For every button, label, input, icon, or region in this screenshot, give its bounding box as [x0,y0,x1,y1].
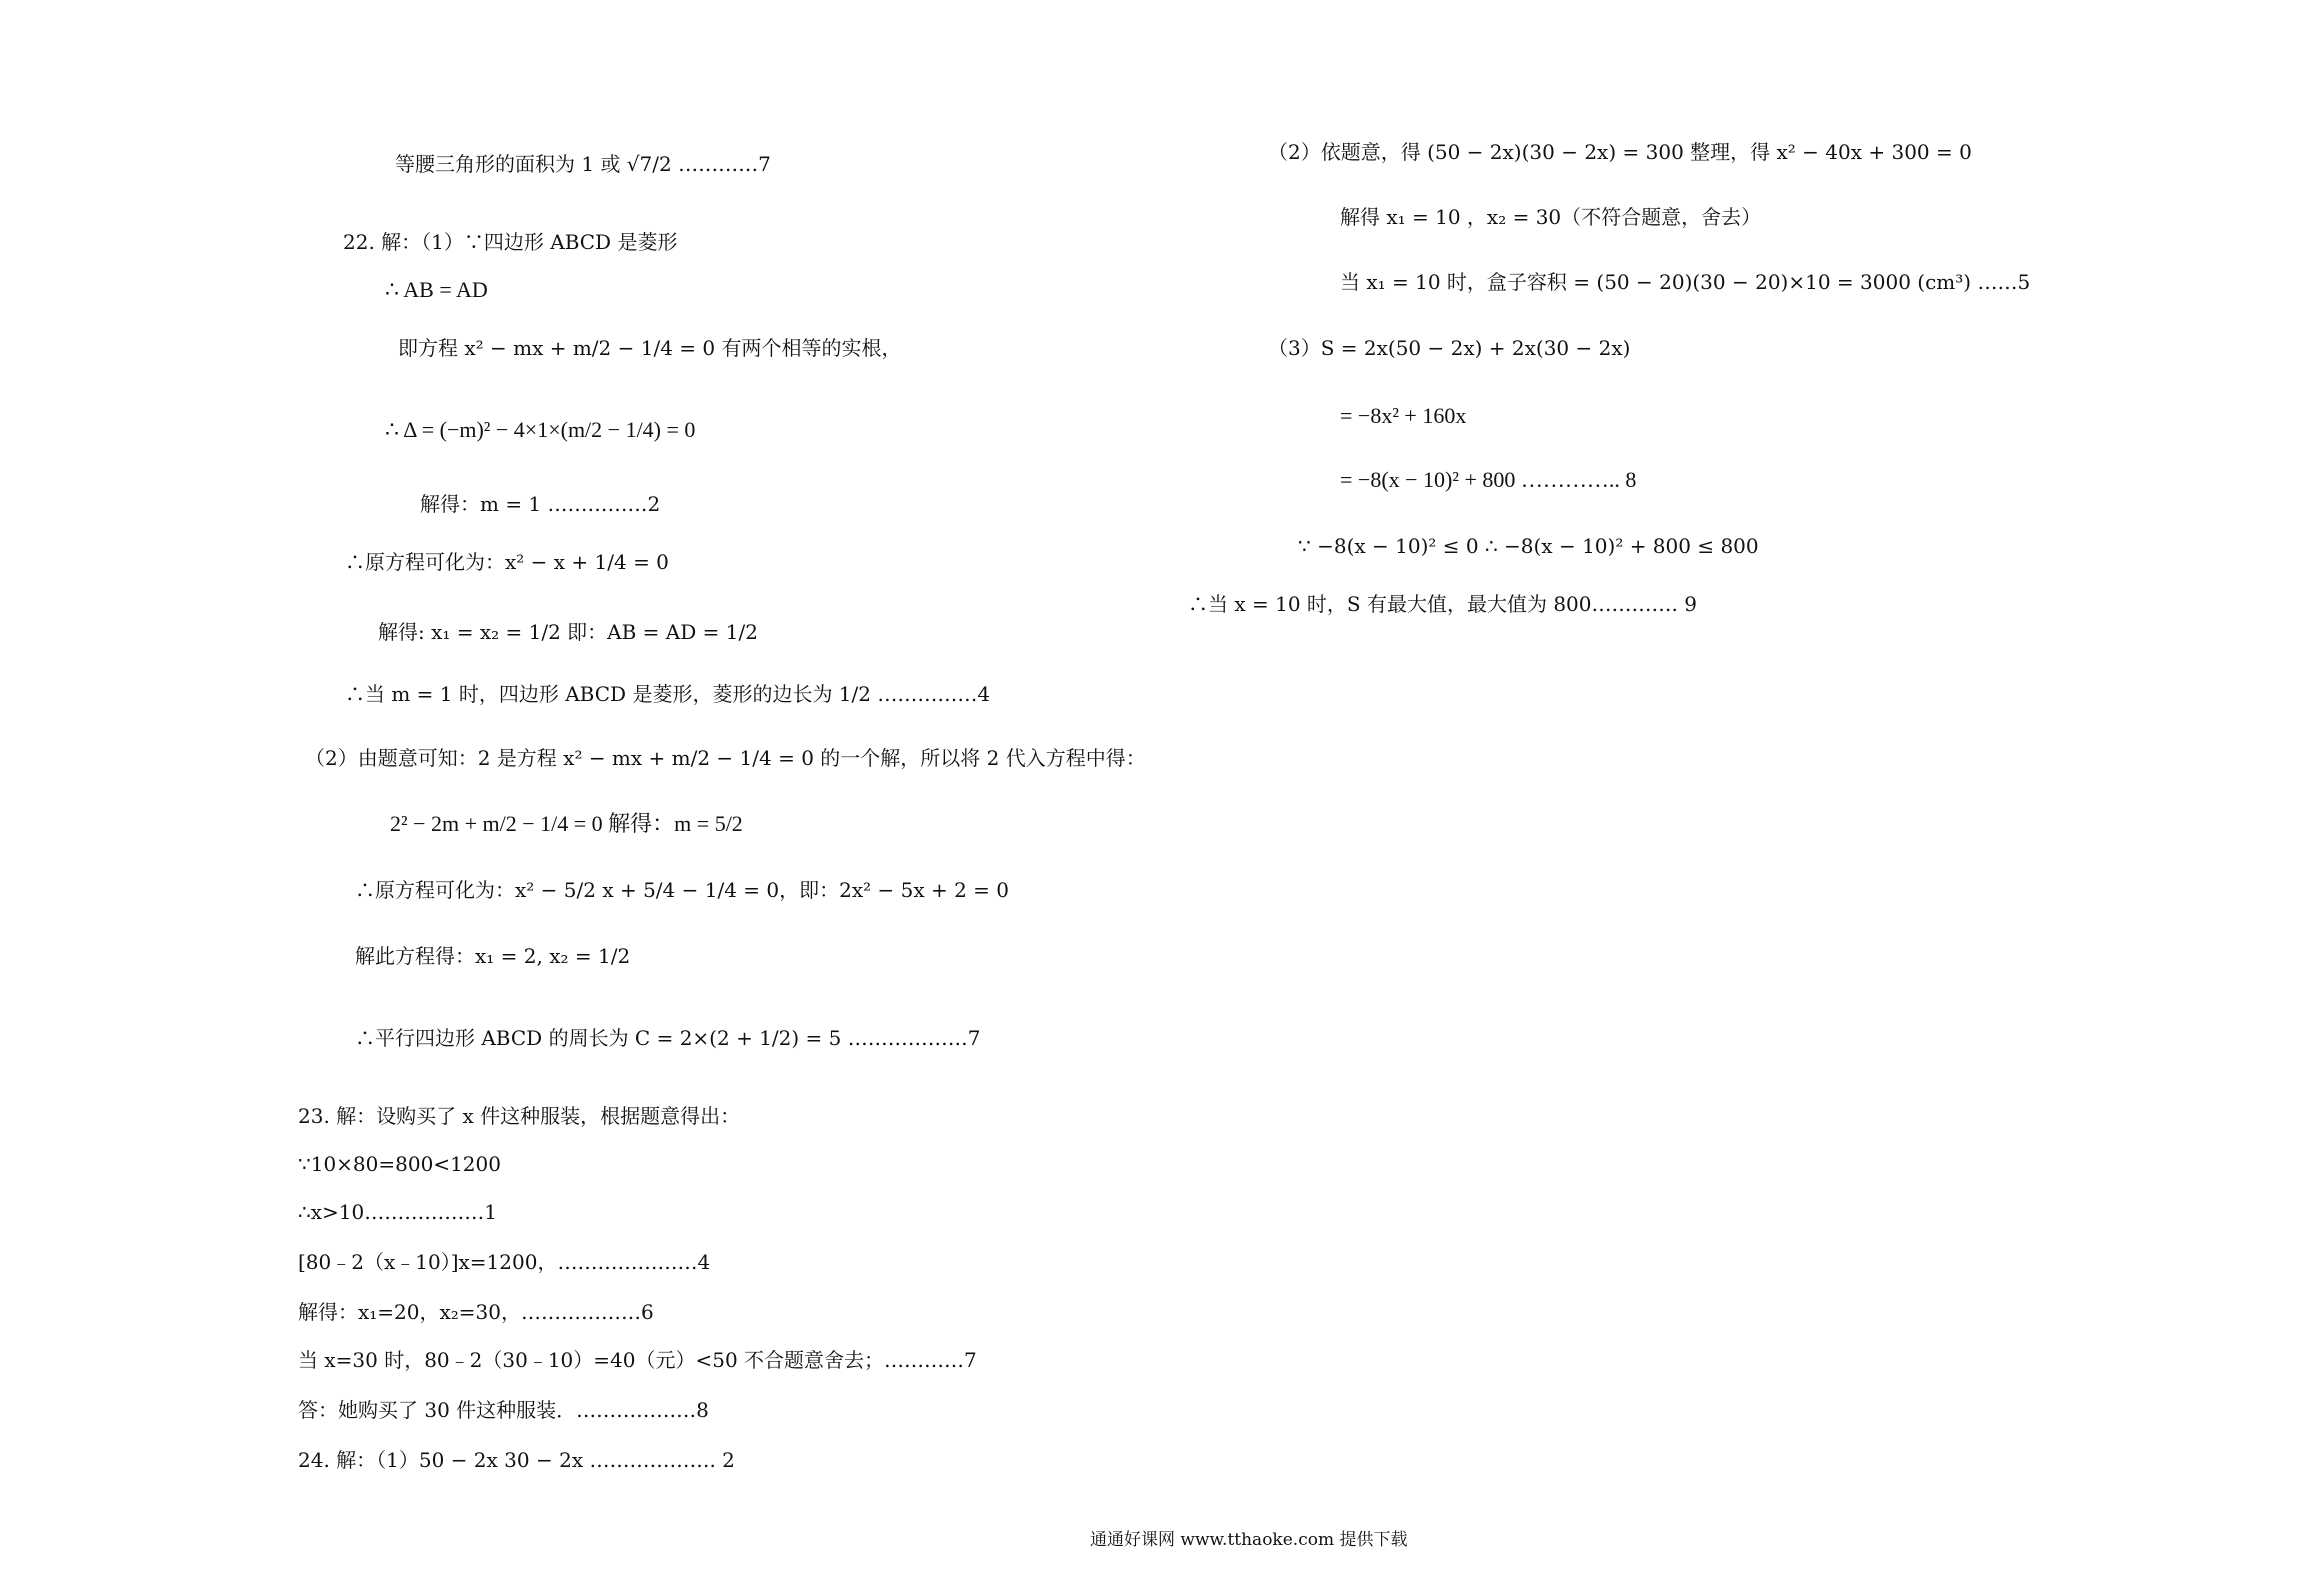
answer-line: ∵ −8(x − 10)² ≤ 0 ∴ −8(x − 10)² + 800 ≤ 800 [1298,534,1759,558]
answer-line: ∴原方程可化为：x² − 5/2 x + 5/4 − 1/4 = 0，即：2x² − 5x + 2 = 0 [355,878,1010,902]
answer-line: 当 x=30 时，80﹣2（30﹣10）=40（元）<50 不合题意舍去；…………7 [298,1348,977,1372]
question-22-heading: 22. 解：（1）∵四边形 ABCD 是菱形 [343,230,678,254]
answer-line: 等腰三角形的面积为 1 或 √7/2 …………7 [395,152,771,176]
answer-line: = −8x² + 160x [1340,403,1467,428]
answer-line: 解得：x₁=20，x₂=30，………………6 [298,1300,654,1324]
question-24-heading: 24. 解：（1）50 − 2x 30 − 2x ………………. 2 [298,1448,735,1472]
answer-line: ∴x>10………………1 [298,1200,497,1224]
answer-line: = −8(x − 10)² + 800 ………….. 8 [1340,467,1637,492]
answer-line: ∴ AB = AD [385,277,488,302]
answer-line: 解得：m = 1 ……………2 [420,492,661,516]
question-23-heading: 23. 解：设购买了 x 件这种服装，根据题意得出： [298,1104,741,1128]
answer-line: ∴当 x = 10 时，S 有最大值，最大值为 800…………. 9 [1188,592,1697,616]
answer-line: ∴当 m = 1 时，四边形 ABCD 是菱形，菱形的边长为 1/2 ……………4 [345,682,991,706]
answer-line: ∵10×80=800<1200 [298,1152,501,1176]
answer-line: （2）依题意，得 (50 − 2x)(30 − 2x) = 300 整理，得 x² − 40x + 300 = 0 [1268,140,1972,164]
question-22-part-2: （2）由题意可知：2 是方程 x² − mx + m/2 − 1/4 = 0 的一个解，所以将 2 代入方程中得： [305,746,1146,770]
answer-line: 解得 x₁ = 10 ，x₂ = 30（不符合题意，舍去） [1340,205,1762,229]
answer-line: 解此方程得：x₁ = 2, x₂ = 1/2 [355,944,631,968]
answer-line: ∴原方程可化为：x² − x + 1/4 = 0 [345,550,669,574]
answer-line: [80﹣2（x﹣10）]x=1200，…………………4 [298,1250,711,1274]
answer-line: ∴ Δ = (−m)² − 4×1×(m/2 − 1/4) = 0 [385,417,696,442]
answer-line: ∴平行四边形 ABCD 的周长为 C = 2×(2 + 1/2) = 5 ………………7 [355,1026,981,1050]
answer-line: 当 x₁ = 10 时，盒子容积 = (50 − 20)(30 − 20)×10 = 3000 (cm³) ……5 [1340,270,2031,294]
answer-line: （3）S = 2x(50 − 2x) + 2x(30 − 2x) [1268,336,1631,360]
answer-line: 答：她购买了 30 件这种服装．………………8 [298,1398,709,1422]
page-footer: 通通好课网 www.tthaoke.com 提供下载 [1090,1530,1408,1550]
answer-line: 即方程 x² − mx + m/2 − 1/4 = 0 有两个相等的实根， [398,336,902,360]
answer-line: 解得: x₁ = x₂ = 1/2 即：AB = AD = 1/2 [378,620,758,644]
answer-line: 2² − 2m + m/2 − 1/4 = 0 解得：m = 5/2 [390,811,743,836]
